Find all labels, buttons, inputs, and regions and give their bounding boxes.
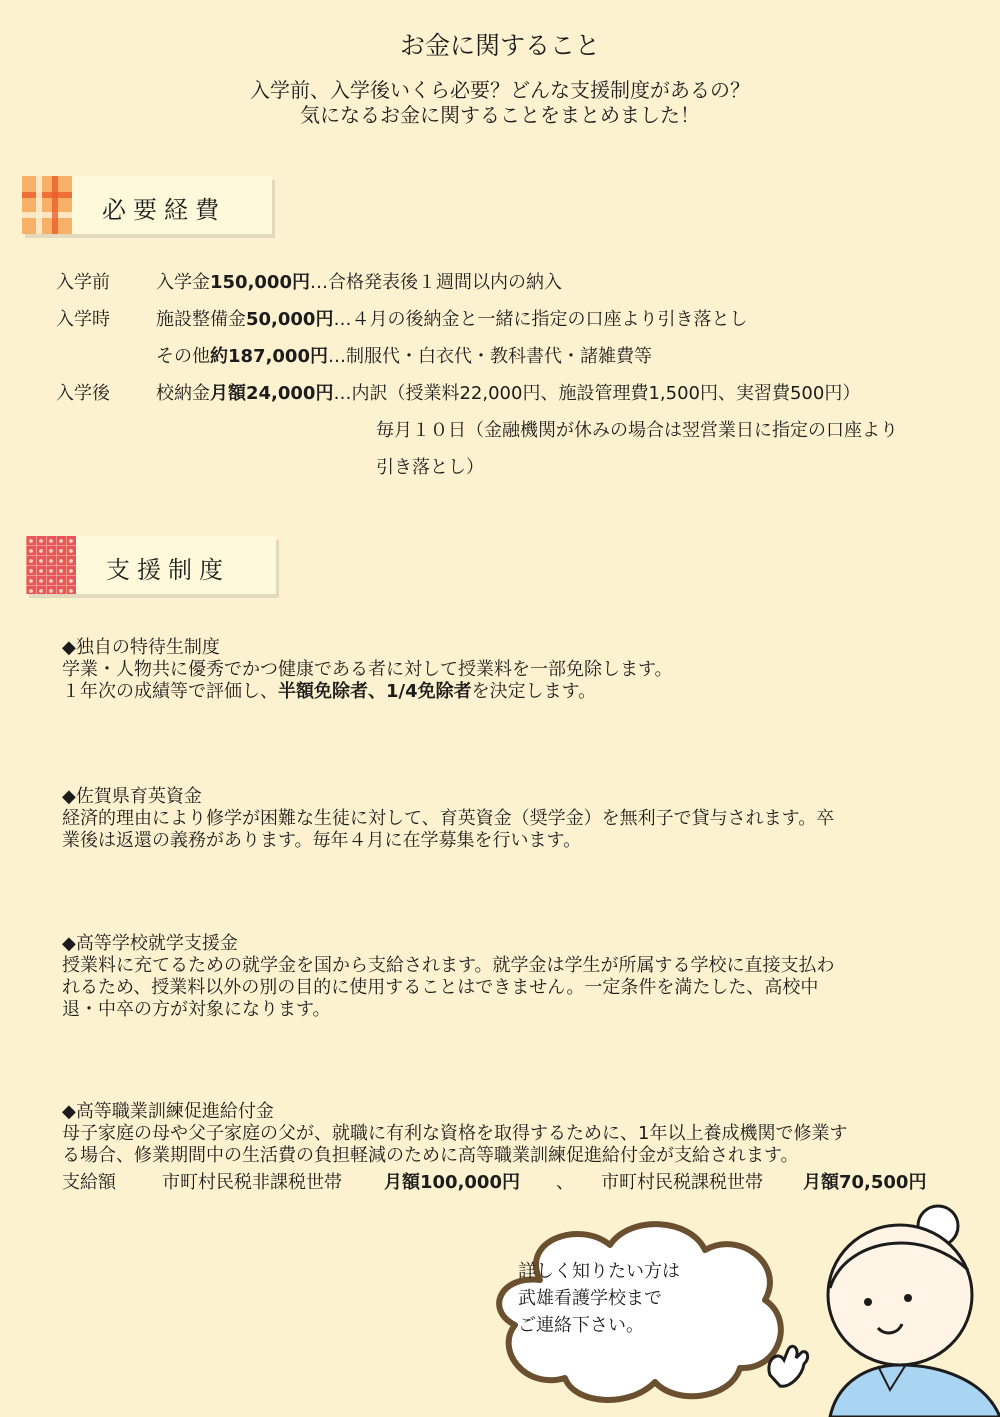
contact-message [518,1258,680,1339]
expenses-banner [22,176,272,234]
payment-group1: 市町村民税非課税世帯 [162,1172,342,1193]
expense-detail: 入学金150,000円…合格発表後１週間以内の納入 [156,272,562,293]
payment-label: 支給額 [62,1172,116,1193]
intro-text [0,78,1000,128]
expense-detail: 施設整備金50,000円…４月の後納金と一緒に指定の口座より引き落とし [156,309,748,330]
section-text: 退・中卒の方が対象になります。 [62,999,331,1020]
payment-amount2: 月額70,500円 [803,1172,927,1193]
section-text: 業後は返還の義務があります。毎年４月に在学募集を行います。 [62,830,582,851]
expense-detail: その他約187,000円…制服代・白衣代・教科書代・諸雑費等 [156,346,652,367]
expense-label: 入学時 [56,309,110,330]
support-section [62,933,942,1021]
expenses-heading: 必要経費 [102,196,226,224]
support-section [62,637,942,703]
expense-detail: 校納金月額24,000円…内訳（授業料22,000円、施設管理費1,500円、実習費500円） [156,383,861,404]
payment-separator: 、 [556,1172,574,1193]
contact-line: ご連絡下さい。 [518,1315,644,1336]
expense-label: 入学後 [56,383,110,404]
section-text: 授業料に充てるための就学金を国から支給されます。就学金は学生が所属する学校に直接支払わ [62,955,835,976]
section-title: ◆佐賀県育英資金 [62,786,202,807]
expense-label: 入学前 [56,272,110,293]
support-heading: 支援制度 [106,556,230,584]
plaid-swatch-icon [22,176,72,234]
nurse-illustration-icon [760,1200,1000,1417]
page-title: お金に関すること [399,31,600,60]
support-section [62,786,942,852]
payment-amount1: 月額100,000円 [384,1172,520,1193]
section-title: ◆独自の特待生制度 [62,637,220,658]
dotted-swatch-icon [26,536,76,594]
section-title: ◆高等職業訓練促進給付金 [62,1101,274,1122]
section-text: 母子家庭の母や父子家庭の父が、就職に有利な資格を取得するために、1年以上養成機関で修業す [62,1123,848,1144]
payment-group2: 市町村民税課税世帯 [601,1172,763,1193]
section-text: 学業・人物共に優秀でかつ健康である者に対して授業料を一部免除します。 [62,659,673,680]
section-text: れるため、授業料以外の別の目的に使用することはできません。一定条件を満たした、高校中 [62,977,819,998]
support-banner [26,536,276,594]
intro-line: 気になるお金に関することをまとめました！ [300,103,700,127]
support-section [62,1101,942,1167]
intro-line: 入学前、入学後いくら必要？どんな支援制度があるの？ [250,78,750,102]
contact-line: 武雄看護学校まで [518,1288,662,1309]
section-text: る場合、修業期間中の生活費の負担軽減のために高等職業訓練促進給付金が支給されます。 [62,1145,799,1166]
expense-continuation: 毎月１０日（金融機関が休みの場合は翌営業日に指定の口座より [376,420,898,441]
expense-continuation: 引き落とし） [376,457,484,478]
contact-line: 詳しく知りたい方は [518,1261,680,1282]
section-text: 経済的理由により修学が困難な生徒に対して、育英資金（奨学金）を無利子で貸与されます。卒 [62,808,835,829]
section-text: １年次の成績等で評価し、半額免除者、1/4免除者を決定します。 [62,681,597,702]
section-title: ◆高等学校就学支援金 [62,933,238,954]
